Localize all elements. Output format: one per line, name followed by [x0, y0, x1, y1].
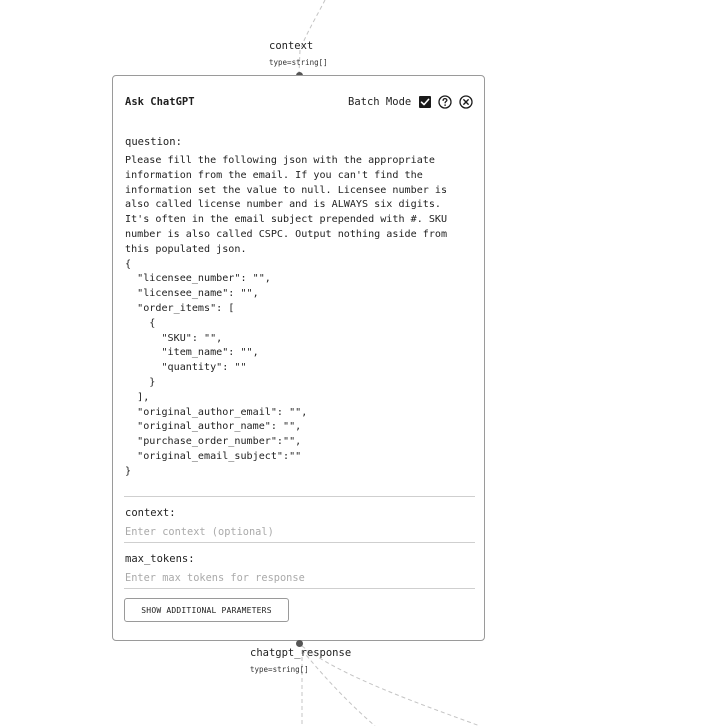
context-port-label: context [269, 40, 314, 52]
close-icon[interactable] [459, 95, 473, 109]
node-title: Ask ChatGPT [125, 96, 195, 108]
context-input-underline [124, 542, 475, 543]
response-port-type: type=string[] [250, 665, 309, 674]
batch-mode-checkbox[interactable] [419, 96, 431, 108]
ask-chatgpt-node[interactable] [112, 75, 485, 641]
checkmark-icon [419, 96, 431, 108]
context-input[interactable] [125, 524, 475, 540]
show-additional-parameters-button[interactable]: SHOW ADDITIONAL PARAMETERS [124, 598, 289, 622]
batch-mode-label: Batch Mode [348, 96, 412, 108]
max-tokens-label: max_tokens: [125, 553, 195, 565]
question-textarea[interactable]: Please fill the following json with the appropriate information from the email. If you can't find the information set the value to null. Licensee number is also called license number and is ALWAYS six digits. It's often in the email subject prepended with #. SKU number is also called CSPC. Output nothing aside from this populated json. { "licensee_number": "", "licensee_name": "", "order_items": [ { "SKU": "", "item_name": "", "quantity": "" } ], "original_author_email": "", "original_author_name": "", "purchase_order_number":"", "original_email_subject":"" } [125, 155, 448, 477]
context-port-type: type=string[] [269, 58, 328, 67]
max-tokens-input-underline [124, 588, 475, 589]
context-label: context: [125, 507, 176, 519]
question-divider [124, 496, 475, 497]
help-icon[interactable] [438, 95, 452, 109]
max-tokens-input[interactable] [125, 570, 475, 586]
response-output-wire-2 [302, 650, 375, 726]
question-label: question: [125, 136, 182, 148]
response-port-label: chatgpt_response [250, 647, 352, 659]
response-output-port[interactable] [296, 640, 303, 647]
